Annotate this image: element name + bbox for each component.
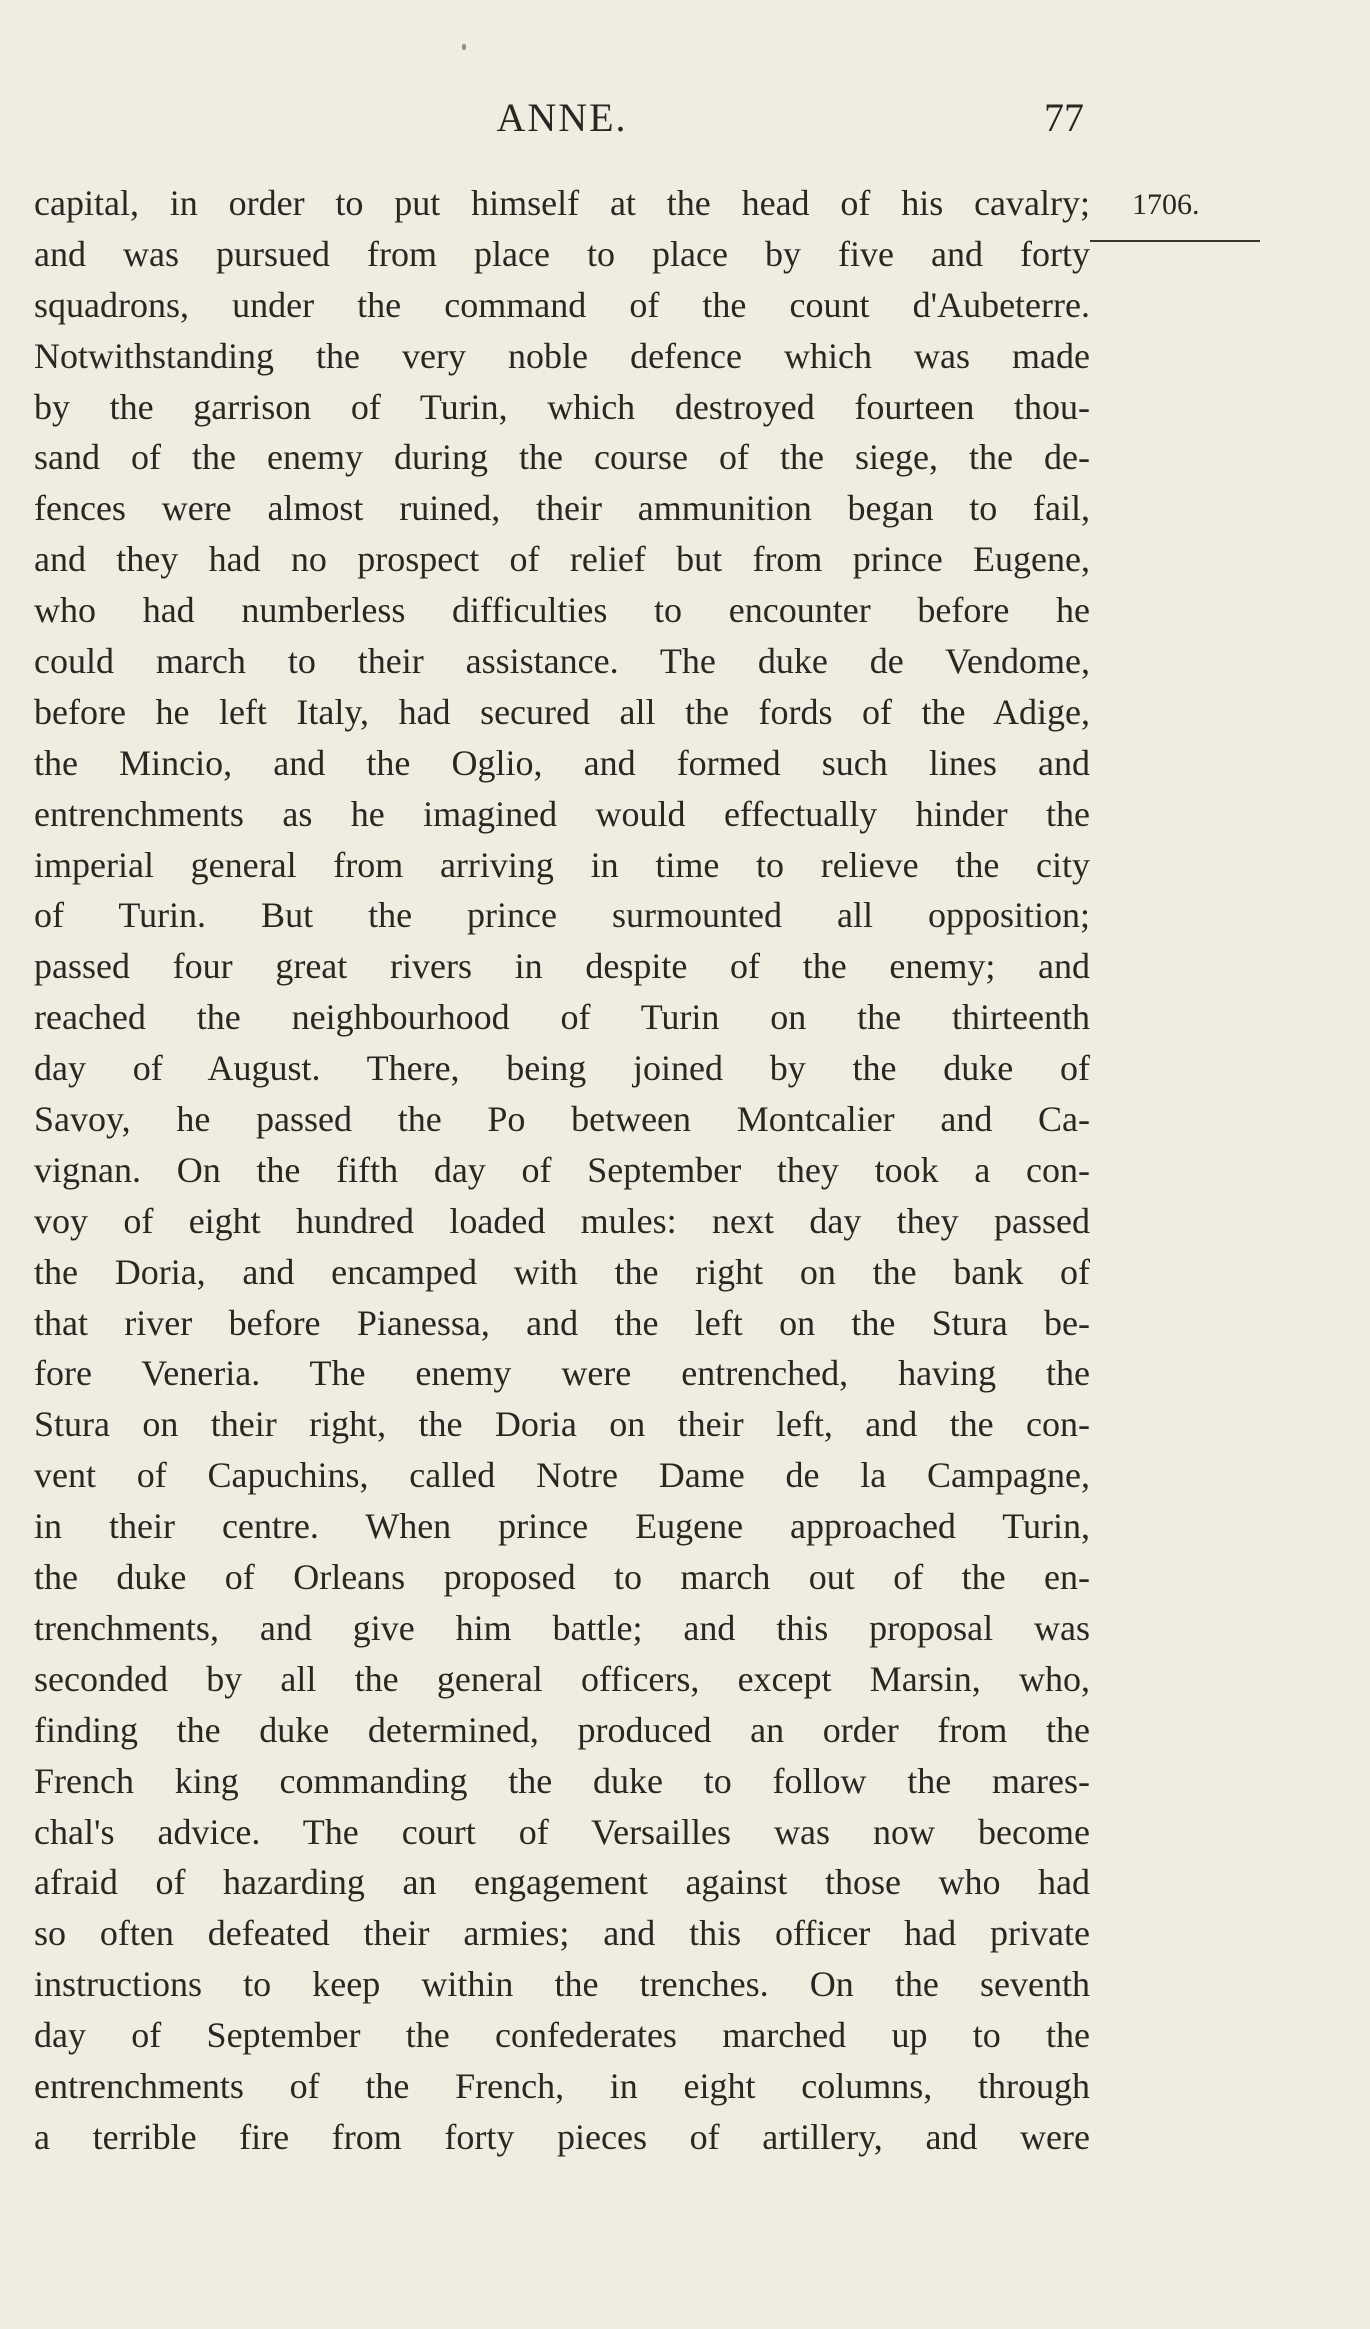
text-line: trenchments, and give him battle; and this proposal was [34,1607,1090,1648]
page-number: 77 [1044,95,1084,140]
text-line: seconded by all the general officers, except Marsin, who, [34,1658,1090,1699]
text-line: that river before Pianessa, and the left on the Stura be- [34,1302,1090,1343]
text-line: chal's advice. The court of Versailles was now become [34,1811,1090,1852]
text-line: fore Veneria. The enemy were entrenched, having the [34,1353,1090,1394]
text-line: sand of the enemy during the course of the siege, the de- [34,437,1090,478]
text-line: before he left Italy, had secured all the fords of the Adige, [34,691,1090,732]
text-line: the Doria, and encamped with the right on the bank of [34,1251,1090,1292]
page-header [34,94,1090,154]
text-line: fences were almost ruined, their ammunition began to fail, [34,488,1090,529]
text-line: and was pursued from place to place by five and forty [34,233,1090,274]
text-line: finding the duke determined, produced an order from the [34,1709,1090,1750]
text-line: passed four great rivers in despite of the enemy; and [34,946,1090,987]
ink-speck [462,44,466,50]
text-line: vignan. On the fifth day of September they took a con- [34,1149,1090,1190]
text-line: voy of eight hundred loaded mules: next day they passed [34,1200,1090,1241]
text-line: reached the neighbourhood of Turin on the thirteenth [34,997,1090,1038]
text-line: of Turin. But the prince surmounted all opposition; [34,895,1090,936]
text-line: by the garrison of Turin, which destroyed fourteen thou- [34,386,1090,427]
text-line: Stura on their right, the Doria on their left, and the con- [34,1404,1090,1445]
margin-year-note: 1706. [1132,188,1200,221]
text-line: vent of Capuchins, called Notre Dame de la Campagne, [34,1455,1090,1496]
text-line: and they had no prospect of relief but from prince Eugene, [34,539,1090,580]
text-line: Notwithstanding the very noble defence which was made [34,335,1090,376]
text-line: entrenchments of the French, in eight columns, through [34,2065,1090,2106]
text-line: imperial general from arriving in time to relieve the city [34,844,1090,885]
text-line: so often defeated their armies; and this officer had private [34,1913,1090,1954]
text-line: squadrons, under the command of the count d'Aubeterre. [34,284,1090,325]
text-line: day of August. There, being joined by the duke of [34,1048,1090,1089]
text-line: instructions to keep within the trenches. On the seventh [34,1964,1090,2005]
text-line: the duke of Orleans proposed to march out of the en- [34,1557,1090,1598]
text-line: afraid of hazarding an engagement against those who had [34,1862,1090,1903]
text-line: Savoy, he passed the Po between Montcalier and Ca- [34,1099,1090,1140]
text-line: the Mincio, and the Oglio, and formed such lines and [34,742,1090,783]
running-head: ANNE. [496,95,628,140]
body-text [34,178,1090,2163]
text-line: French king commanding the duke to follow the mares- [34,1760,1090,1801]
text-line: could march to their assistance. The duke de Vendome, [34,641,1090,682]
text-line: a terrible fire from forty pieces of artillery, and were [34,2116,1090,2157]
text-line: day of September the confederates marched up to the [34,2015,1090,2056]
text-line: in their centre. When prince Eugene approached Turin, [34,1506,1090,1547]
text-line: entrenchments as he imagined would effectually hinder the [34,793,1090,834]
margin-rule [1090,240,1260,242]
text-line: capital, in order to put himself at the head of his cavalry; [34,183,1090,223]
text-line: who had numberless difficulties to encounter before he [34,590,1090,631]
